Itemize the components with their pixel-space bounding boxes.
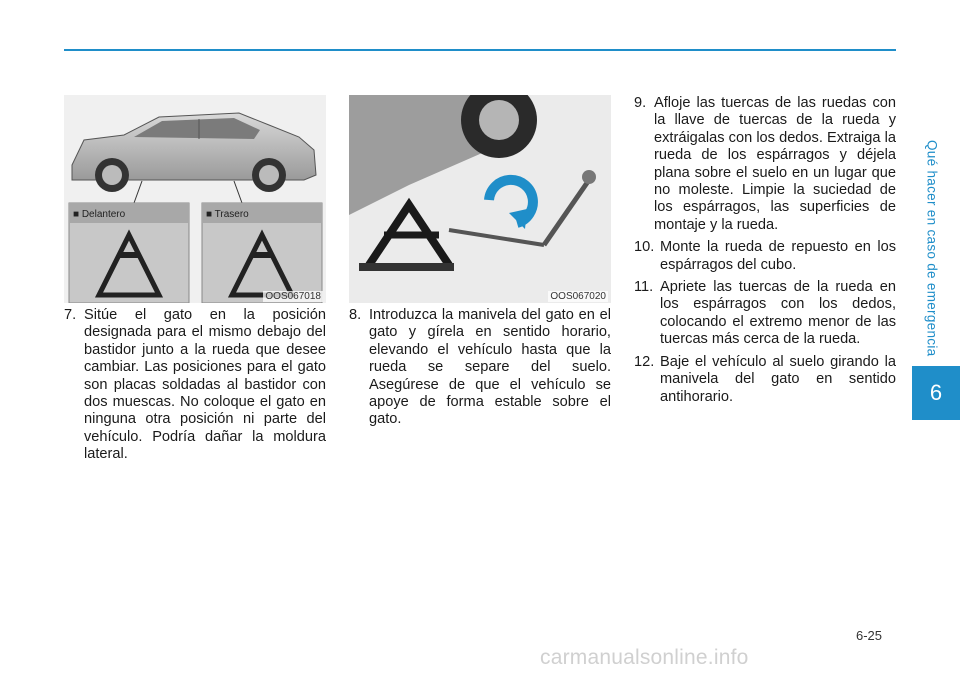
step-list-column-2 <box>349 307 611 434</box>
car-jack-illustration <box>64 95 326 303</box>
jack-position-figure <box>64 95 326 303</box>
step-list-column-1 <box>64 307 326 469</box>
list-item <box>634 239 896 274</box>
step-text: Introduzca la manivela del gato en el gato y gírela en sentido horario, elevando el vehículo hasta que la rueda se separe del suelo. Asegúrese de que el vehículo se apoye de forma estable sobre el gato. <box>369 307 611 428</box>
list-item <box>349 307 611 429</box>
step-list-column-3 <box>634 95 896 411</box>
section-title: Qué hacer en caso de emergencia <box>924 140 940 357</box>
page-number: 6-25 <box>856 628 883 643</box>
step-number: 11. <box>634 279 654 296</box>
front-label: ■ Delantero <box>73 209 126 220</box>
header-rule <box>64 49 896 51</box>
step-number: 9. <box>634 95 647 111</box>
chapter-tab: 6 <box>912 366 960 420</box>
step-text: Afloje las tuercas de las ruedas con la llave de tuercas de la rueda y extráigalas con los dedos. Extraiga la rueda de los espárragos y déjela plana sobre el suelo en un lugar que no moleste. Limpie la suciedad de los espárragos, las superficies de montaje y la rueda. <box>654 95 896 233</box>
list-item <box>634 95 896 234</box>
step-text: Sitúe el gato en la posición designada para el mismo debajo del bastidor junto a la rueda que desee cambiar. Las posiciones para el gato son placas soldadas al bastidor con dos muescas. No coloque el gato en ninguna otra posición ni parte del vehículo. Podría dañar la moldura lateral. <box>84 307 326 463</box>
step-text: Baje el vehículo al suelo girando la manivela del gato en sentido antihorario. <box>660 353 896 405</box>
list-item <box>634 279 896 349</box>
watermark: carmanualsonline.info <box>540 646 749 669</box>
step-text: Monte la rueda de repuesto en los espárragos del cubo. <box>660 239 896 273</box>
jack-handle-figure <box>349 95 611 303</box>
step-number: 8. <box>349 307 362 323</box>
jack-handle-illustration <box>349 95 611 303</box>
step-text: Apriete las tuercas de la rueda en los espárragos con los dedos, colocando el extremo menor de las tuercas más cerca de la rueda. <box>660 279 896 348</box>
list-item <box>634 354 896 406</box>
step-number: 10. <box>634 239 655 256</box>
rear-label: ■ Trasero <box>206 209 249 220</box>
step-number: 7. <box>64 307 77 323</box>
step-number: 12. <box>634 353 655 370</box>
figure-code: OOS067020 <box>550 291 606 302</box>
figure-code: OOS067018 <box>265 291 321 302</box>
list-item <box>64 307 326 464</box>
